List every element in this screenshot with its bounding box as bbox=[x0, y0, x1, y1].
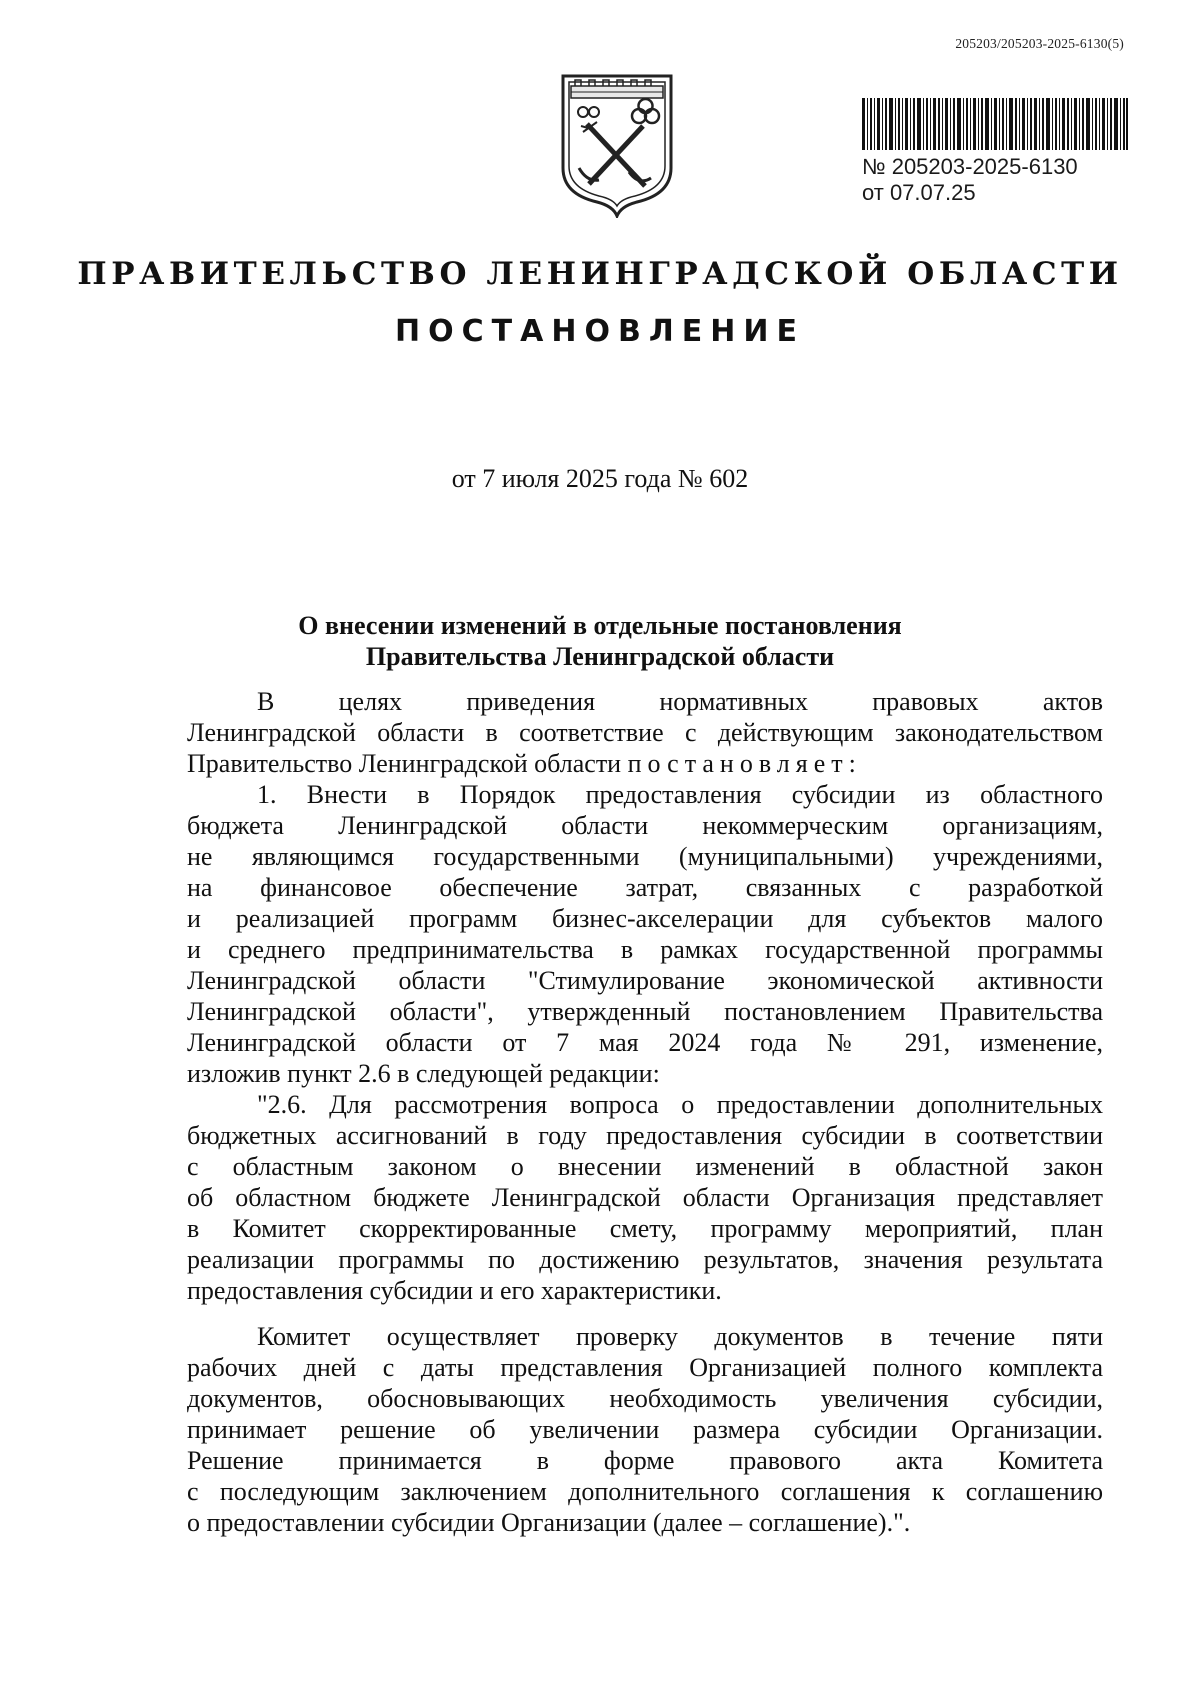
paragraph-line: на финансовое обеспечение затрат, связанных с разработкой bbox=[187, 873, 1103, 902]
document-type: ПОСТАНОВЛЕНИЕ bbox=[395, 314, 805, 349]
authority-title: ПРАВИТЕЛЬСТВО ЛЕНИНГРАДСКОЙ ОБЛАСТИ bbox=[77, 256, 1123, 292]
paragraph-line: Ленинградской области в соответствие с действующим законодательством bbox=[187, 718, 1103, 747]
paragraph-line: рабочих дней с даты представления Организацией полного комплекта bbox=[187, 1353, 1103, 1382]
paragraph-line: об областном бюджете Ленинградской области Организация представляет bbox=[187, 1183, 1103, 1212]
preamble-decides: постановляет: bbox=[627, 749, 862, 778]
paragraph-line: предоставления субсидии и его характеристики. bbox=[187, 1276, 722, 1305]
paragraph-line: реализации программы по достижению результатов, значения результата bbox=[187, 1245, 1103, 1274]
barcode-icon bbox=[862, 98, 1128, 150]
preamble-authority: Правительство Ленинградской области bbox=[187, 749, 622, 778]
paragraph-line: Ленинградской области", утвержденный постановлением Правительства bbox=[187, 997, 1103, 1026]
paragraph-line: о предоставлении субсидии Организации (далее – соглашение).". bbox=[187, 1508, 911, 1537]
paragraph-line bbox=[187, 749, 1103, 779]
paragraph-line: бюджета Ленинградской области некоммерческим организациям, bbox=[187, 811, 1103, 840]
paragraph-line: с областным законом о внесении изменений в областной закон bbox=[187, 1152, 1103, 1181]
subject-title-line: Правительства Ленинградской области bbox=[365, 642, 835, 671]
paragraph-line: Ленинградской области от 7 мая 2024 года № 291, изменение, bbox=[187, 1028, 1103, 1057]
registration-number: № 205203-2025-6130 bbox=[862, 154, 1078, 179]
paragraph-line: Решение принимается в форме правового акта Комитета bbox=[187, 1446, 1103, 1475]
paragraph-line: 1. Внести в Порядок предоставления субсидии из областного bbox=[257, 780, 1103, 809]
paragraph-line: в Комитет скорректированные смету, программу мероприятий, план bbox=[187, 1214, 1103, 1243]
paragraph-line: не являющимся государственными (муниципальными) учреждениями, bbox=[187, 842, 1103, 871]
paragraph-line: изложив пункт 2.6 в следующей редакции: bbox=[187, 1059, 660, 1088]
leningrad-oblast-coat-of-arms-icon bbox=[559, 68, 675, 218]
registration-date: от 07.07.25 bbox=[862, 180, 976, 205]
paragraph-line: и среднего предпринимательства в рамках государственной программы bbox=[187, 935, 1103, 964]
subject-title-line: О внесении изменений в отдельные постановления bbox=[298, 611, 902, 640]
paragraph-line: документов, обосновывающих необходимость увеличения субсидии, bbox=[187, 1384, 1103, 1413]
paragraph-line: и реализацией программ бизнес-акселерации для субъектов малого bbox=[187, 904, 1103, 933]
document-reference: 205203/205203-2025-6130(5) bbox=[955, 36, 1124, 51]
paragraph-line: Ленинградской области "Стимулирование экономической активности bbox=[187, 966, 1103, 995]
paragraph-line: "2.6. Для рассмотрения вопроса о предоставлении дополнительных bbox=[257, 1090, 1103, 1119]
paragraph-line: В целях приведения нормативных правовых актов bbox=[257, 687, 1103, 716]
paragraph-line: с последующим заключением дополнительного соглашения к соглашению bbox=[187, 1477, 1103, 1506]
paragraph-line: Комитет осуществляет проверку документов в течение пяти bbox=[257, 1322, 1103, 1351]
paragraph-line: бюджетных ассигнований в году предоставления субсидии в соответствии bbox=[187, 1121, 1103, 1150]
paragraph-line: принимает решение об увеличении размера субсидии Организации. bbox=[187, 1415, 1103, 1444]
act-date-number: от 7 июля 2025 года № 602 bbox=[451, 464, 749, 493]
